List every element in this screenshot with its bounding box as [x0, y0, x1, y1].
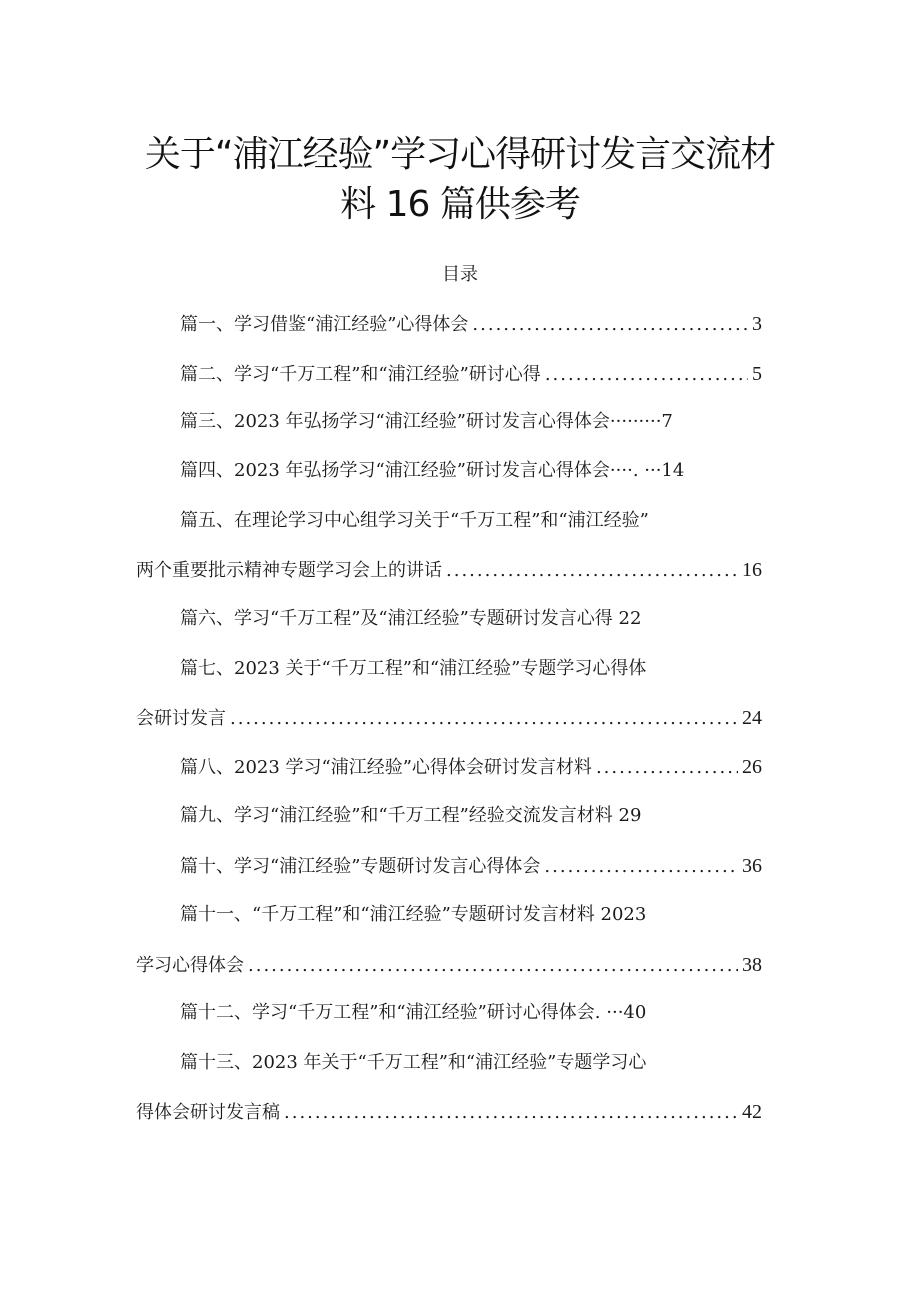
- toc-page-number: 26: [742, 756, 762, 778]
- toc-entry-13a: [180, 1048, 762, 1078]
- toc-entry-12: [180, 998, 762, 1028]
- toc-page-number: 16: [742, 559, 762, 581]
- toc-entry-11a: [180, 900, 762, 930]
- toc-page-number: 24: [742, 707, 762, 729]
- toc-entry-text: 篇十二、学习“千万工程”和“浦江经验”研讨心得体会. ···40: [180, 1002, 647, 1023]
- toc-entry-7a: [180, 654, 762, 684]
- toc-entry-text: 篇十一、“千万工程”和“浦江经验”专题研讨发言材料 2023: [180, 904, 647, 925]
- toc-page-number: 3: [752, 313, 762, 335]
- toc-entry-text: 篇二、学习“千万工程”和“浦江经验”研讨心得: [180, 364, 541, 385]
- toc-leader-dots: [248, 951, 738, 980]
- toc-entry-1: [180, 309, 762, 339]
- toc-page-number: 42: [742, 1101, 762, 1123]
- toc-leader-dots: [472, 310, 748, 339]
- toc-heading: 目录: [442, 264, 478, 285]
- toc-entry-text: 篇十、学习“浦江经验”专题研讨发言心得体会: [180, 856, 541, 877]
- toc-entry-text: 篇三、2023 年弘扬学习“浦江经验”研讨发言心得体会·········7: [180, 411, 673, 432]
- toc-entry-text: 两个重要批示精神专题学习会上的讲话: [136, 560, 442, 581]
- toc-page-number: 36: [742, 855, 762, 877]
- toc-entry-11b: [136, 950, 762, 980]
- toc-entry-6: [180, 604, 762, 634]
- toc-entry-10: [180, 851, 762, 881]
- toc-entry-3: [180, 407, 762, 437]
- toc-leader-dots: [545, 360, 748, 389]
- toc-entry-4: [180, 456, 762, 486]
- toc-entry-text: 篇六、学习“千万工程”及“浦江经验”专题研讨发言心得 22: [180, 608, 642, 629]
- toc-entry-5a: [180, 506, 762, 536]
- document-title-line-1: 关于“浦江经验”学习心得研讨发言交流材: [144, 134, 776, 175]
- toc-leader-dots: [284, 1098, 738, 1127]
- toc-entry-text: 篇十三、2023 年关于“千万工程”和“浦江经验”专题学习心: [180, 1052, 647, 1073]
- toc-entry-text: 篇八、2023 学习“浦江经验”心得体会研讨发言材料: [180, 757, 592, 778]
- toc-entry-5b: [136, 555, 762, 585]
- toc-entry-text: 篇七、2023 关于“千万工程”和“浦江经验”专题学习心得体: [180, 658, 647, 679]
- toc-leader-dots: [596, 753, 738, 782]
- toc-leader-dots: [544, 852, 738, 881]
- toc-entry-13b: [136, 1097, 762, 1127]
- toc-entry-8: [180, 752, 762, 782]
- toc-entry-text: 会研讨发言: [136, 708, 226, 729]
- toc-page-number: 5: [752, 363, 762, 385]
- toc-leader-dots: [446, 556, 738, 585]
- toc-leader-dots: [230, 704, 738, 733]
- toc-entry-text: 篇九、学习“浦江经验”和“千万工程”经验交流发言材料 29: [180, 805, 642, 826]
- toc-entry-text: 篇四、2023 年弘扬学习“浦江经验”研讨发言心得体会····. ···14: [180, 460, 685, 481]
- document-title-line-2: 料 16 篇供参考: [340, 184, 580, 225]
- toc-entry-text: 篇一、学习借鉴“浦江经验”心得体会: [180, 314, 469, 335]
- toc-page-number: 38: [742, 954, 762, 976]
- toc-entry-text: 得体会研讨发言稿: [136, 1102, 280, 1123]
- toc-entry-2: [180, 359, 762, 389]
- toc-entry-7b: [136, 703, 762, 733]
- toc-entry-text: 学习心得体会: [136, 955, 244, 976]
- toc-entry-text: 篇五、在理论学习中心组学习关于“千万工程”和“浦江经验”: [180, 510, 649, 531]
- toc-entry-9: [180, 801, 762, 831]
